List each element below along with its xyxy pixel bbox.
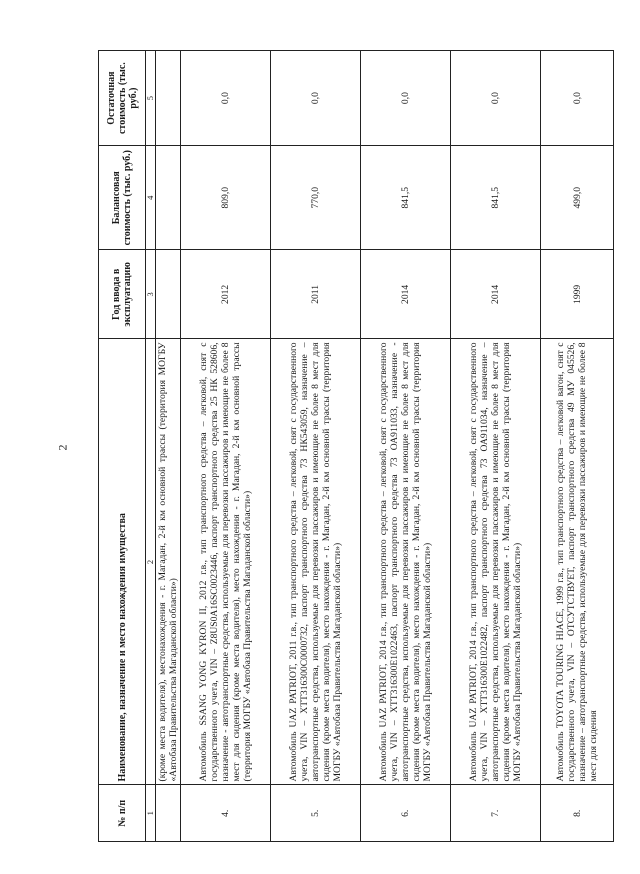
index-cell: 5 bbox=[146, 51, 156, 146]
property-table bbox=[98, 50, 614, 842]
cell-residual: 0,0 bbox=[361, 51, 451, 146]
cell-year: 2012 bbox=[181, 250, 271, 339]
cell-balance: 809,0 bbox=[181, 146, 271, 250]
cell-name: (кроме места водителя), местонахождения - г. Магадан, 2-й км основной трассы (территория МОГБУ «Автобаза Правительства Магаданской области») bbox=[156, 339, 181, 785]
header-row bbox=[99, 51, 146, 842]
index-cell: 4 bbox=[146, 146, 156, 250]
index-row bbox=[146, 51, 156, 842]
cell-num: 6. bbox=[361, 785, 451, 842]
cell-name: Автомобиль UAZ PATRIOT, 2014 г.в., тип транспортного средства – легковой, снят с государственного учета, VIN – XTT316300E1022482, паспорт транспортного средства 73 ОА911034, назначение – автотранспортные средства, используемые для перевозки пассажиров и имеющие не более 8 мест для сидения (кроме места водителя), место нахождения - г. Магадан, 2-й км основной трассы (территория МОГБУ «Автобаза Правительства Магаданской области») bbox=[451, 339, 541, 785]
cell-balance: 770,0 bbox=[271, 146, 361, 250]
cell-name: Автомобиль TOYOTA TOURING HIACE, 1999 г.в., тип транспортного средства – легковой вагон, снят с государственного учета, VIN – ОТСУТСТВУЕТ, паспорт транспортного средства 49 МУ 045526, назначение – автотранспортные средства, используемые для перевозки пассажиров и имеющие не более 8 мест для сидения bbox=[541, 339, 614, 785]
cell-num: 7. bbox=[451, 785, 541, 842]
table-row bbox=[271, 51, 361, 842]
cell-year: 1999 bbox=[541, 250, 614, 339]
page-number: 2 bbox=[55, 444, 70, 451]
table-row bbox=[156, 51, 181, 842]
cell-balance: 499,0 bbox=[541, 146, 614, 250]
cell-balance: 841,5 bbox=[451, 146, 541, 250]
table-row bbox=[451, 51, 541, 842]
table-row bbox=[181, 51, 271, 842]
cell-residual: 0,0 bbox=[271, 51, 361, 146]
cell-name: Автомобиль SSANG YONG KYRON II, 2012 г.в., тип транспортного средства – легковой, снят с государственного учета, VIN – Z8US0A16SC0023446, паспорт транспортного средства 25 НК 528606, назначение - автотранспортные средства, используемые для перевозки пассажиров и имеющие не более 8 мест для сидения (кроме места водителя), место нахождения - г. Магадан, 2-й км основной трассы (территория МОГБУ «Автобаза Правительства Магаданской области») bbox=[181, 339, 271, 785]
cell-residual: 0,0 bbox=[451, 51, 541, 146]
index-cell: 2 bbox=[146, 339, 156, 785]
header-residual: Остаточная стоимость (тыс. руб.) bbox=[99, 51, 146, 146]
index-cell: 1 bbox=[146, 785, 156, 842]
cell-num: 8. bbox=[541, 785, 614, 842]
table-row bbox=[541, 51, 614, 842]
cell-year: 2014 bbox=[361, 250, 451, 339]
header-name: Наименование, назначение и место нахождения имущества bbox=[99, 339, 146, 785]
header-balance: Балансовая стоимость (тыс. руб.) bbox=[99, 146, 146, 250]
cell-residual: 0,0 bbox=[541, 51, 614, 146]
header-year: Год ввода в эксплуатацию bbox=[99, 250, 146, 339]
cell-num: 4. bbox=[181, 785, 271, 842]
cell-residual bbox=[156, 51, 181, 146]
rotated-table-wrapper bbox=[98, 50, 614, 842]
cell-name: Автомобиль UAZ PATRIOT, 2014 г.в., тип транспортного средства – легковой, снят с государственного учета, VIN – XTT316300E1022463, паспорт транспортного средства 73 ОА911033, назначение - автотранспортные средства, используемые для перевозки пассажиров и имеющие не более 8 мест для сидения (кроме места водителя), место нахождения - г. Магадан, 2-й км основной трассы (территория МОГБУ «Автобаза Правительства Магаданской области») bbox=[361, 339, 451, 785]
cell-name: Автомобиль UAZ PATRIOT, 2011 г.в., тип транспортного средства – легковой, снят с государственного учета, VIN – XTT316300C0000732, паспорт транспортного средства 73 НК543059, назначение – автотранспортные средства, используемые для перевозки пассажиров и имеющие не более 8 мест для сидения (кроме места водителя), место нахождения - г. Магадан, 2-й км основной трассы (территория МОГБУ «Автобаза Правительства Магаданской области») bbox=[271, 339, 361, 785]
cell-balance bbox=[156, 146, 181, 250]
cell-year bbox=[156, 250, 181, 339]
cell-year: 2014 bbox=[451, 250, 541, 339]
table-row bbox=[361, 51, 451, 842]
cell-num: 5. bbox=[271, 785, 361, 842]
header-num: № п/п bbox=[99, 785, 146, 842]
document-sheet bbox=[98, 50, 614, 842]
cell-balance: 841,5 bbox=[361, 146, 451, 250]
index-cell: 3 bbox=[146, 250, 156, 339]
cell-num bbox=[156, 785, 181, 842]
cell-year: 2011 bbox=[271, 250, 361, 339]
cell-residual: 0,0 bbox=[181, 51, 271, 146]
